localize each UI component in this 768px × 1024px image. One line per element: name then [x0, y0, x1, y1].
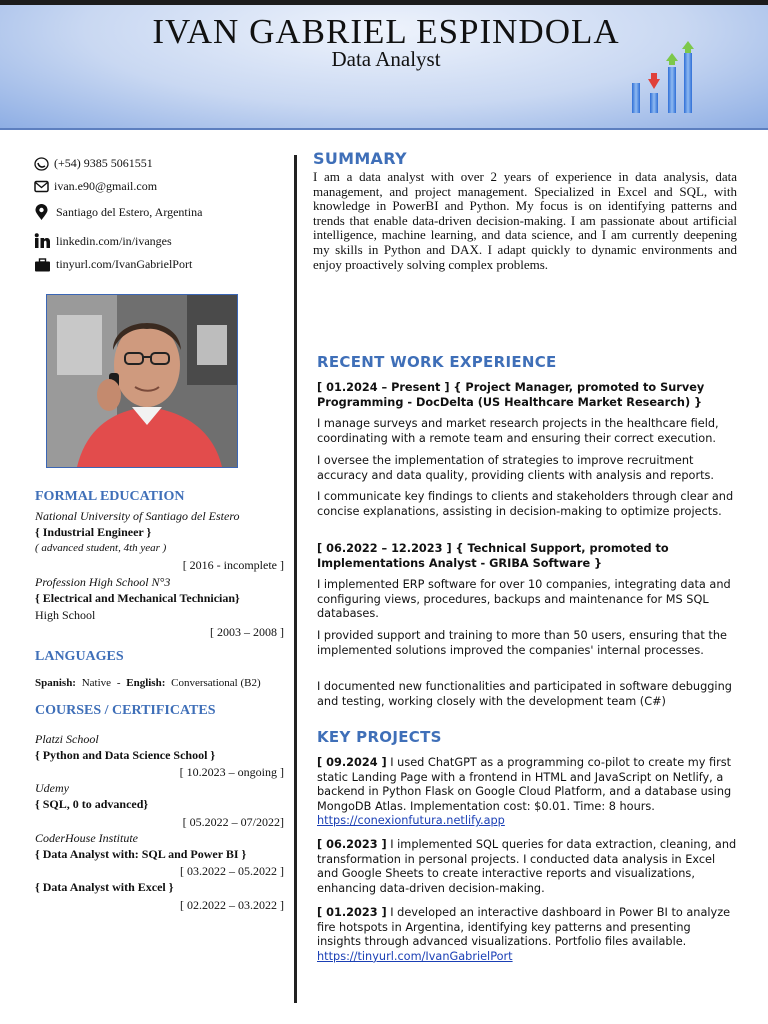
contact-phone [34, 156, 153, 171]
project-date: [ 01.2023 ] [317, 906, 387, 919]
linkedin-text: linkedin.com/in/ivanges [56, 233, 172, 248]
education-school: Profession High School N°3 [35, 575, 171, 589]
job-title: [ 01.2024 – Present ] { Project Manager, promoted to Survey Programming - DocDelta (US Healthcare Market Research) } [317, 381, 705, 409]
course-school: Platzi School [35, 732, 99, 746]
spanish-label: Spanish: [35, 677, 76, 689]
project-date: [ 09.2024 ] [317, 756, 387, 769]
project-item [317, 756, 737, 829]
job-title: [ 06.2022 – 12.2023 ] { Technical Support, promoted to Implementations Analyst - GRIBA Software } [317, 542, 669, 570]
project-link[interactable]: https://conexionfutura.netlify.app [317, 814, 505, 828]
bar-chart-arrows-icon [628, 37, 700, 117]
education-dates: [ 2016 - incomplete ] [182, 558, 284, 572]
job-bullet: I documented new functionalities and participated in software debugging and testing, working closely with the development team (C#) [317, 680, 732, 708]
phone-icon [34, 157, 49, 171]
contact-linkedin [34, 233, 172, 249]
job-bullet: I implemented ERP software for over 10 companies, integrating data and configuring views, procedures, backups and maintenance for MS SQL databases. [317, 578, 731, 621]
job-bullet: I communicate key findings to clients and stakeholders through clear and concise explanations, assisting in decision-making to optimize projects. [317, 490, 734, 518]
course-school: Udemy [35, 781, 69, 795]
course-dates: [ 03.2022 – 05.2022 ] [180, 864, 284, 878]
envelope-icon [34, 180, 49, 193]
linkedin-icon [34, 233, 51, 249]
briefcase-icon [34, 258, 51, 272]
project-text: I developed an interactive dashboard in Power BI to analyze fire hotspots in Argentina, identifying key patterns and presenting insights through advanced visualizations. Portfolio files available. [317, 906, 731, 949]
english-label: English: [126, 677, 166, 689]
course-dates: [ 02.2022 – 03.2022 ] [180, 898, 284, 912]
course-dates: [ 10.2023 – ongoing ] [179, 765, 284, 779]
education-title: { Industrial Engineer } [35, 525, 152, 539]
course-title: { SQL, 0 to advanced} [35, 797, 149, 811]
phone-text: (+54) 9385 5061551 [54, 156, 153, 170]
location-pin-icon [34, 204, 49, 221]
project-date: [ 06.2023 ] [317, 838, 387, 851]
english-level: Conversational (B2) [171, 677, 261, 689]
course-title: { Python and Data Science School } [35, 748, 216, 762]
candidate-name: IVAN GABRIEL ESPINDOLA [152, 12, 620, 51]
language-separator: - [116, 677, 121, 689]
experience-heading: RECENT WORK EXPERIENCE [317, 353, 557, 371]
summary-text: I am a data analyst with over 2 years of experience in data analysis, data management, and project management. Specialized in Excel and SQL, with knowledge in PowerBI and Python. My focus is on identifying patterns and trends that enable data-driven decision-making. I am passionate about artificial intelligence, machine learning, and data science, and I am currently deepening my skills in Python and DAX. I adapt quickly to dynamic environments and enjoy proactively solving complex problems. [313, 169, 737, 272]
languages-heading: LANGUAGES [35, 649, 124, 664]
job-bullet: I provided support and training to more than 50 users, ensuring that the implemented solutions improved the companies' internal processes. [317, 629, 727, 657]
header-band [0, 0, 768, 130]
location-text: Santiago del Estero, Argentina [56, 205, 203, 219]
course-title: { Data Analyst with Excel } [35, 880, 174, 894]
languages-line [35, 677, 261, 689]
education-school: National University of Santiago del Estero [35, 509, 240, 523]
summary-heading: SUMMARY [313, 149, 407, 168]
contact-email [34, 179, 157, 194]
projects-heading: KEY PROJECTS [317, 728, 442, 746]
course-title: { Data Analyst with: SQL and Power BI } [35, 847, 247, 861]
education-note: ( advanced student, 4th year ) [35, 542, 167, 554]
job-bullet: I manage surveys and market research projects in the healthcare field, coordinating with a remote team and ensuring their correct execution. [317, 417, 719, 445]
course-school: CoderHouse Institute [35, 831, 138, 845]
job-bullet: I oversee the implementation of strategies to improve recruitment accuracy and data quality, providing clients with analysis and reports. [317, 454, 715, 482]
email-text: ivan.e90@gmail.com [54, 179, 158, 193]
courses-heading: COURSES / CERTIFICATES [35, 703, 216, 718]
project-link[interactable]: https://tinyurl.com/IvanGabrielPort [317, 949, 513, 963]
spanish-level: Native [81, 677, 112, 689]
candidate-role: Data Analyst [331, 47, 441, 71]
project-item [317, 838, 737, 896]
project-text: I used ChatGPT as a programming co-pilot to create my first static Landing Page with a frontend in HTML and JavaScript on Netlify, a backend in Python Flask on Google Cloud Platform, and a database using MongoDB Atlas. Implementation cost: $0.01. Time: 8 hours. [317, 756, 732, 813]
contact-portfolio [34, 257, 192, 272]
project-item [317, 906, 737, 964]
contact-location [34, 204, 202, 221]
course-dates: [ 05.2022 – 07/2022] [182, 815, 284, 829]
column-divider [294, 155, 297, 1003]
project-text: I implemented SQL queries for data extraction, cleaning, and transformation in personal projects. I conducted data analysis in Excel and Google Sheets to create interactive reports and visualizations, enhancing data-driven decision-making. [317, 838, 737, 895]
profile-photo [46, 294, 238, 468]
education-title: { Electrical and Mechanical Technician} [35, 591, 240, 605]
education-heading: FORMAL EDUCATION [35, 489, 185, 504]
education-dates: [ 2003 – 2008 ] [210, 625, 284, 639]
education-note: High School [35, 608, 96, 622]
portfolio-text: tinyurl.com/IvanGabrielPort [56, 257, 193, 271]
